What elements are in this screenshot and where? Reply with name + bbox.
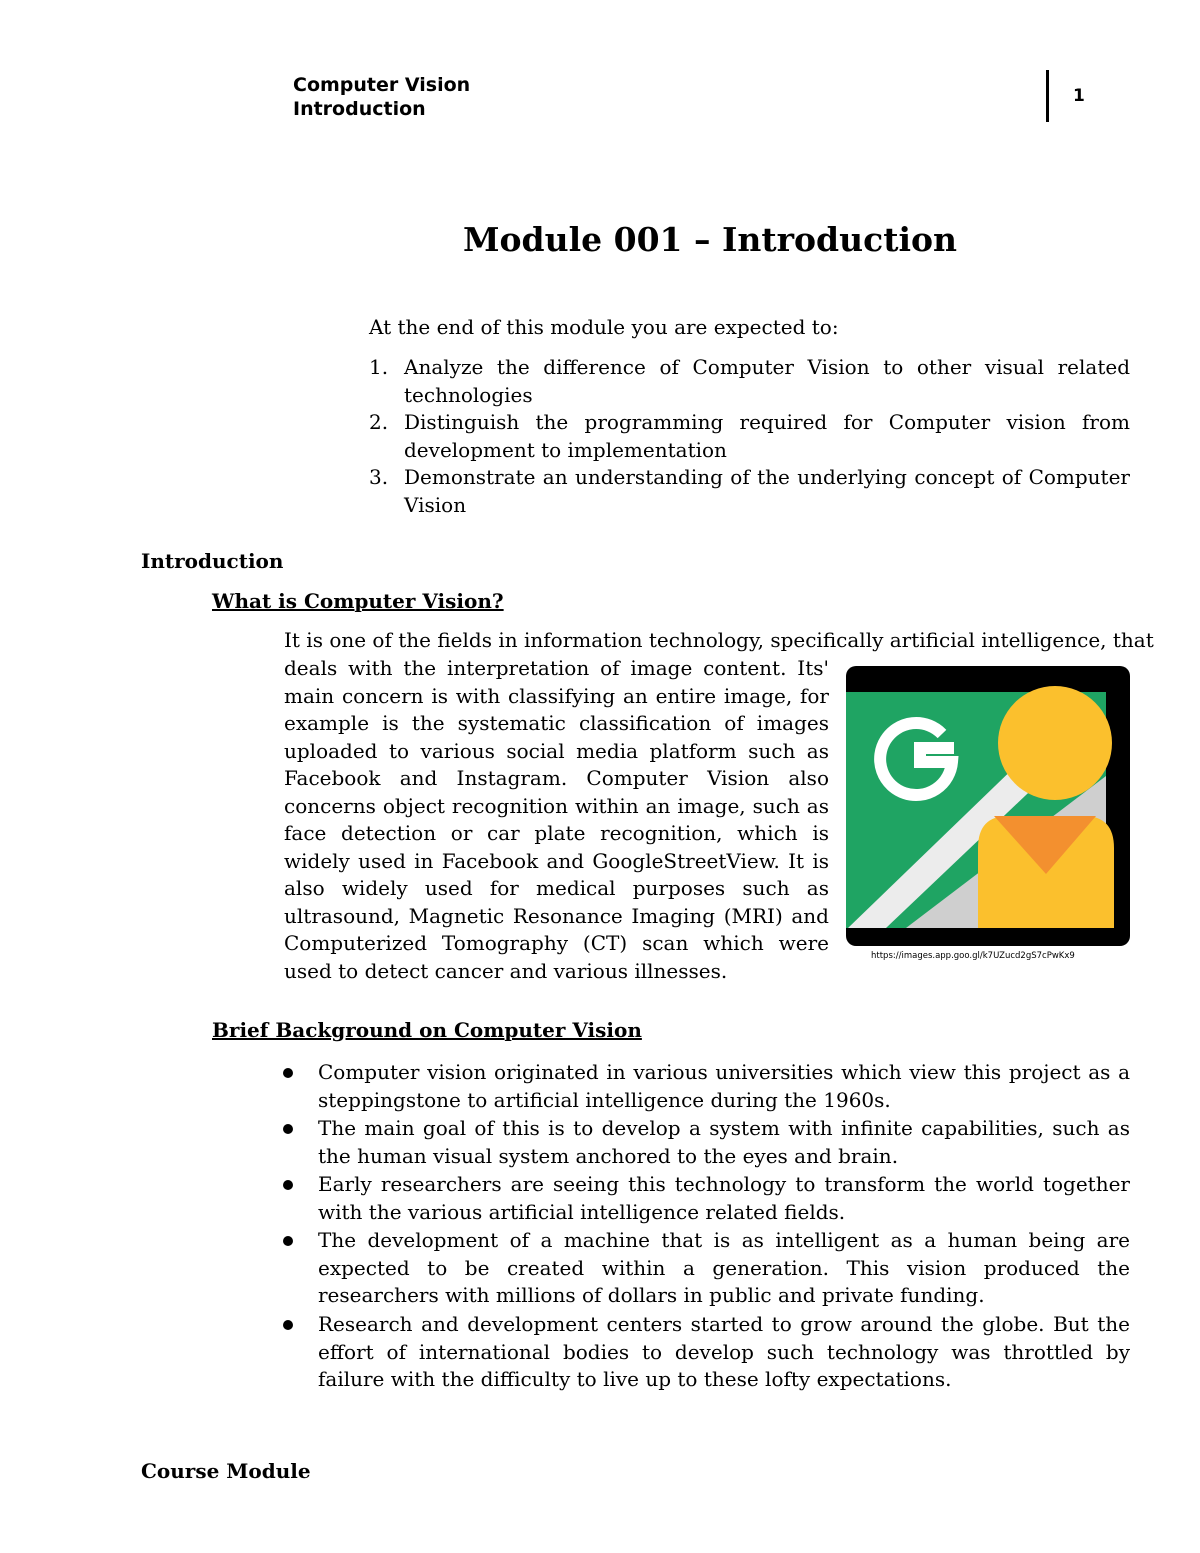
paragraph-body: deals with the interpretation of image content. Its' main concern is with classifying an entire image, for example is the systematic classification of images uploaded to various social media platform such as Facebook and Instagram. Computer Vision also concerns object recognition within an image, such as face detection or car plate recognition, which is widely used in Facebook and GoogleStreetView. It is also widely used for medical purposes such as ultrasound, Magnetic Resonance Imaging (MRI) and Computerized Tomography (CT) scan which were used to detect cancer and various illnesses.	[284, 656, 829, 983]
bullet-item: The development of a machine that is as intelligent as a human being are expected to be created within a generation. This vision produced the researchers with millions of dollars in public and private funding.	[318, 1228, 1130, 1307]
objective-item: Analyze the difference of Computer Vision to other visual related technologies	[404, 355, 1130, 407]
page-number: 1	[1073, 86, 1085, 106]
bullet-icon	[283, 1180, 293, 1190]
subheading-what-is: What is Computer Vision?	[212, 589, 504, 613]
section-heading-introduction: Introduction	[141, 549, 284, 573]
bullet-icon	[283, 1068, 293, 1078]
google-street-view-logo-icon	[846, 666, 1130, 946]
bullet-item: Research and development centers started to grow around the globe. But the effort of international bodies to develop such technology was throttled by failure with the difficulty to live up to these lofty expectations.	[318, 1312, 1130, 1391]
bullet-icon	[283, 1236, 293, 1246]
image-caption: https://images.app.goo.gl/k7UZucd2gS7cPwKx9	[871, 951, 1075, 961]
objective-number: 2.	[369, 410, 389, 434]
objective-number: 3.	[369, 465, 389, 489]
footer-course-module: Course Module	[141, 1459, 311, 1483]
module-title: Module 001 – Introduction	[462, 220, 957, 259]
header-divider	[1046, 70, 1049, 122]
paragraph-first-line: It is one of the fields in information technology, specifically artificial intelligence, that	[284, 628, 1154, 652]
bullet-icon	[283, 1320, 293, 1330]
objective-number: 1.	[369, 355, 389, 379]
bullet-icon	[283, 1124, 293, 1134]
objective-item: Demonstrate an understanding of the underlying concept of Computer Vision	[404, 465, 1130, 517]
bullet-item: Computer vision originated in various universities which view this project as a steppingstone to artificial intelligence during the 1960s.	[318, 1060, 1130, 1112]
subheading-brief-background: Brief Background on Computer Vision	[212, 1018, 642, 1042]
header-section-title: Introduction	[293, 98, 426, 120]
header-course-title: Computer Vision	[293, 74, 471, 96]
objective-item: Distinguish the programming required for Computer vision from development to implementation	[404, 410, 1130, 462]
bullet-item: The main goal of this is to develop a system with infinite capabilities, such as the human visual system anchored to the eyes and brain.	[318, 1116, 1130, 1168]
bullet-item: Early researchers are seeing this technology to transform the world together with the various artificial intelligence related fields.	[318, 1172, 1130, 1224]
objectives-intro: At the end of this module you are expected to:	[369, 315, 839, 339]
